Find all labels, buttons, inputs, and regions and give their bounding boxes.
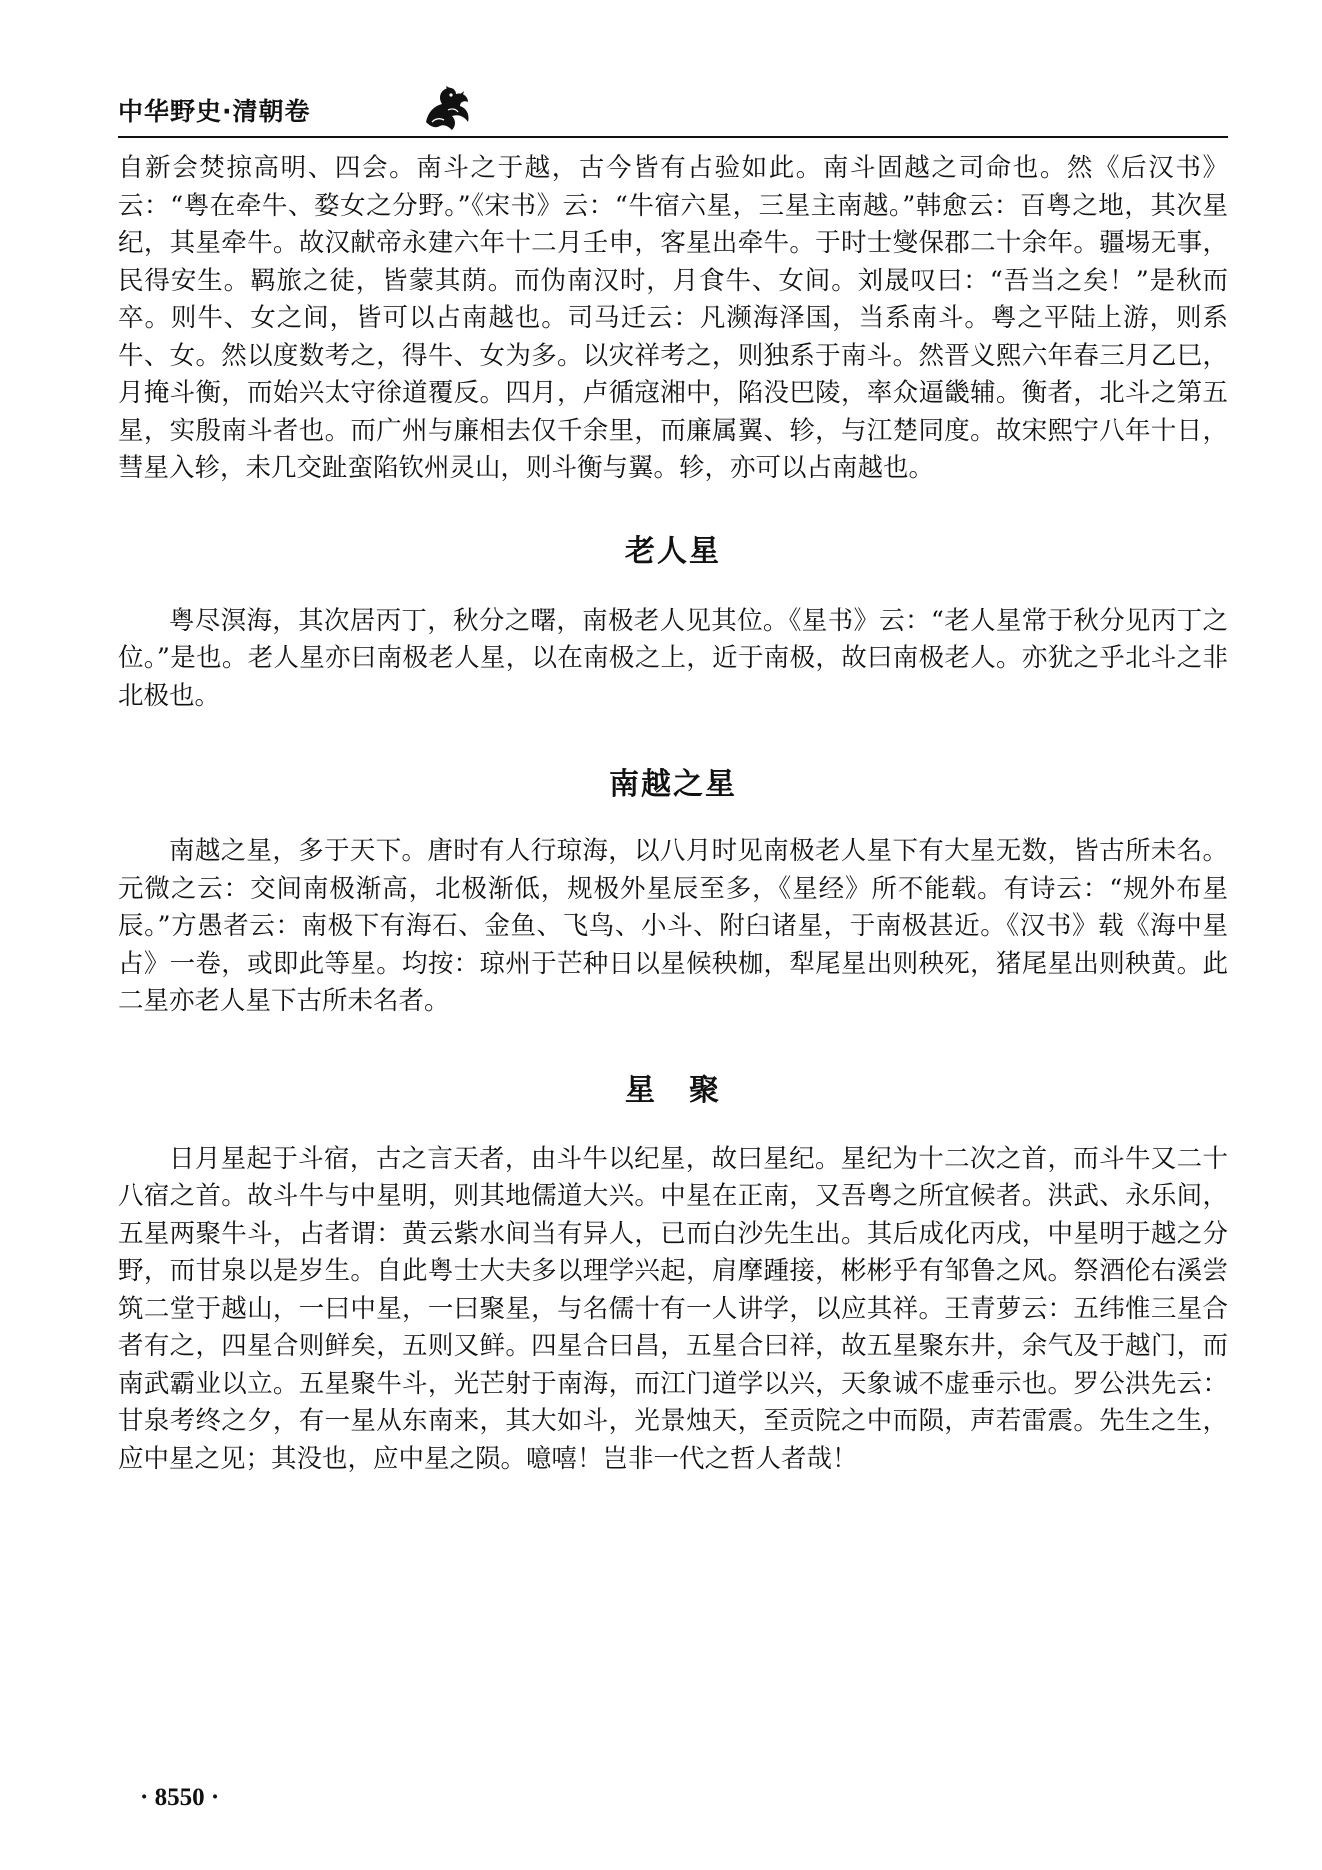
- intro-paragraph: 自新会焚掠高明、四会。南斗之于越，古今皆有占验如此。南斗固越之司命也。然《后汉书》云：“粤在牵牛、婺女之分野。”《宋书》云：“牛宿六星，三星主南越。”韩愈云：百粤之地，其次星纪，其星牵牛。故汉献帝永建六年十二月壬申，客星出牵牛。于时士燮保郡二十余年。疆埸无事，民得安生。羁旅之徒，皆蒙其荫。而伪南汉时，月食牛、女间。刘晟叹曰：“吾当之矣！”是秋而卒。则牛、女之间，皆可以占南越也。司马迁云：凡濒海泽国，当系南斗。粤之平陆上游，则系牛、女。然以度数考之，得牛、女为多。以灾祥考之，则独系于南斗。然晋义熙六年春三月乙巳，月掩斗衡，而始兴太守徐道覆反。四月，卢循寇湘中，陷没巴陵，率众逼畿辅。衡者，北斗之第五星，实殷南斗者也。而广州与廉相去仅千余里，而廉属翼、轸，与江楚同度。故宋熙宁八年十日，彗星入轸，未几交趾蛮陷钦州灵山，则斗衡与翼。轸，亦可以占南越也。: [118, 153, 1228, 483]
- page-number: · 8550 ·: [140, 1784, 220, 1811]
- header-rule: [118, 136, 1228, 138]
- section-title-laorenxing: 老人星: [625, 533, 721, 569]
- page-body: [118, 150, 1228, 1478]
- section-title-xingju: 星 聚: [625, 1072, 721, 1108]
- running-header: [118, 88, 1228, 142]
- book-title: 中华野史·清朝卷: [118, 97, 311, 126]
- section-paragraph-laorenxing: 粤尽溟海，其次居丙丁，秋分之曙，南极老人见其位。《星书》云：“老人星常于秋分见丙丁之位。”是也。老人星亦曰南极老人星，以在南极之上，近于南极，故曰南极老人。亦犹之乎北斗之非北极也。: [118, 605, 1228, 711]
- section-paragraph-xingju: 日月星起于斗宿，古之言天者，由斗牛以纪星，故曰星纪。星纪为十二次之首，而斗牛又二十八宿之首。故斗牛与中星明，则其地儒道大兴。中星在正南，又吾粤之所宜候者。洪武、永乐间，五星两聚牛斗，占者谓：黄云紫水间当有异人，已而白沙先生出。其后成化丙戌，中星明于越之分野，而甘泉以是岁生。自此粤士大夫多以理学兴起，肩摩踵接，彬彬乎有邹鲁之风。祭酒伦右溪尝筑二堂于越山，一曰中星，一曰聚星，与名儒十有一人讲学，以应其祥。王青萝云：五纬惟三星合者有之，四星合则鲜矣，五则又鲜。四星合曰昌，五星合曰祥，故五星聚东井，余气及于越门，而南武霸业以立。五星聚牛斗，光芒射于南海，而江门道学以兴，天象诚不虚垂示也。罗公洪先云：甘泉考终之夕，有一星从东南来，其大如斗，光景烛天，至贡院之中而陨，声若雷震。先生之生，应中星之见；其没也，应中星之陨。噫嘻！岂非一代之哲人者哉！: [118, 1143, 1228, 1474]
- section-paragraph-nanyuezhixing: 南越之星，多于天下。唐时有人行琼海，以八月时见南极老人星下有大星无数，皆古所未名。元微之云：交间南极渐高，北极渐低，规极外星辰至多，《星经》所不能载。有诗云：“规外布星辰。”方愚者云：南极下有海石、金鱼、飞鸟、小斗、附臼诸星，于南极甚近。《汉书》载《海中星占》一卷，或即此等星。均按：琼州于芒种日以星候秧枷，犁尾星出则秧死，猪尾星出则秧黄。此二星亦老人星下古所未名者。: [118, 836, 1228, 1016]
- dragon-emblem-icon: [418, 82, 474, 136]
- section-title-nanyuezhixing: 南越之星: [609, 767, 737, 802]
